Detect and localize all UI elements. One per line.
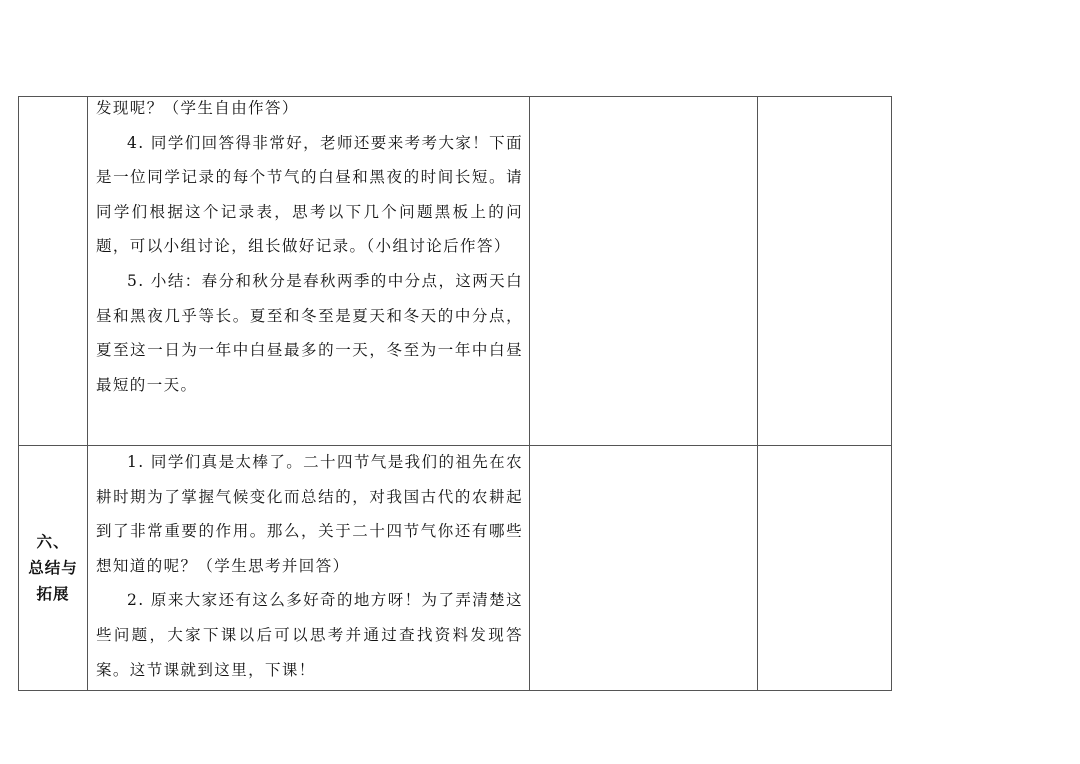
paragraph: 1. 同学们真是太棒了。二十四节气是我们的祖先在农耕时期为了掌握气候变化而总结的，对我国古代的农耕起到了非常重要的作用。那么，关于二十四节气你还有哪些想知道的呢？（学生思考并回答） (96, 453, 523, 575)
student-activity-cell (530, 97, 758, 446)
design-intent-cell (758, 446, 892, 691)
paragraph: 5. 小结：春分和秋分是春秋两季的中分点，这两天白昼和黑夜几乎等长。夏至和冬至是夏天和冬天的中分点，夏至这一日为一年中白昼最多的一天，冬至为一年中白昼最短的一天。 (96, 271, 523, 394)
stage-cell (19, 97, 88, 446)
table-row (19, 446, 892, 691)
stage-title-line: 总结与 (28, 558, 78, 577)
stage-title-line: 六、 (36, 532, 70, 551)
design-intent-cell (758, 97, 892, 446)
stage-cell (19, 446, 88, 691)
paragraph: 4. 同学们回答得非常好，老师还要来考考大家！下面是一位同学记录的每个节气的白昼和黑夜的时间长短。请同学们根据这个记录表，思考以下几个问题黑板上的问题，可以小组讨论，组长做好记录。（小组讨论后作答） (96, 133, 523, 256)
table-row (19, 97, 892, 446)
paragraph: 发现呢？（学生自由作答） (96, 99, 299, 117)
paragraph: 2. 原来大家还有这么多好奇的地方呀！为了弄清楚这些问题，大家下课以后可以思考并通过查找资料发现答案。这节课就到这里，下课！ (96, 591, 523, 679)
activity-cell (88, 97, 530, 446)
lesson-plan-table (18, 96, 892, 691)
stage-title-line: 拓展 (36, 584, 70, 603)
student-activity-cell (530, 446, 758, 691)
activity-cell (88, 446, 530, 691)
stage-title (19, 529, 87, 607)
